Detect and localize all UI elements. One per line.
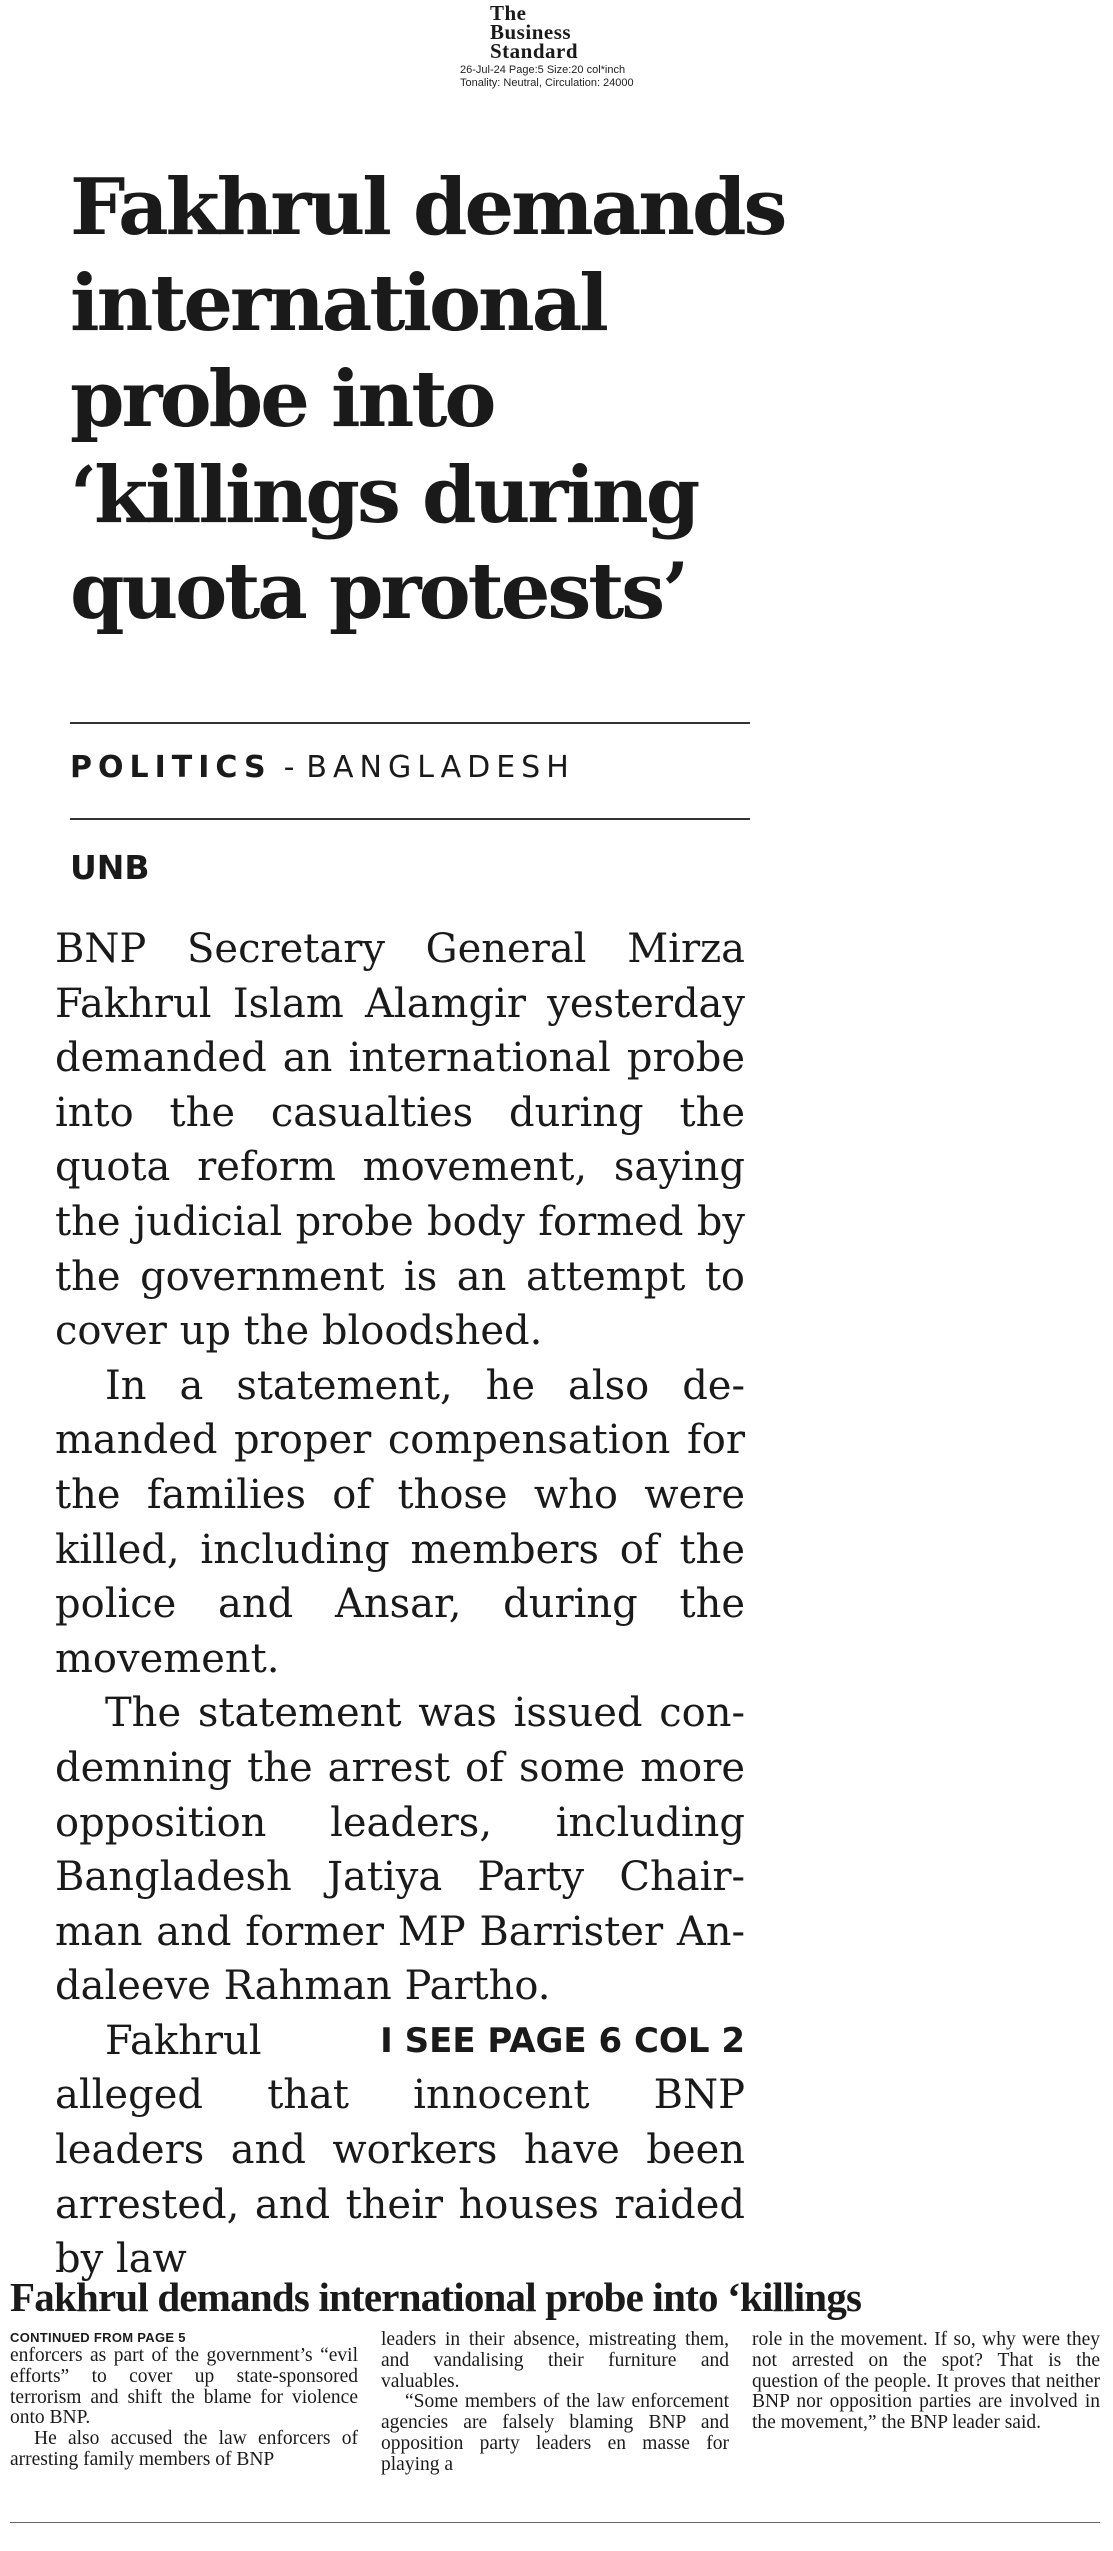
clip-info: 26-Jul-24 Page:5 Size:20 col*inch [460,64,626,76]
clip-info-tonality: Tonality: Neutral, Circulation: 24000 [460,77,634,89]
bottom-rule [10,2522,1100,2523]
jump-reference: I SEE PAGE 6 COL 2 [380,2020,745,2061]
masthead [460,1,710,90]
section-rule-bottom [70,818,750,820]
publication-logo [490,1,710,63]
continuation-paragraph: “Some members of the law enforcement agencies are falsely blaming BNP and opposition party leaders en masse for playing a [381,2391,729,2475]
body-paragraph: BNP Secretary General Mirza Fakhrul Islam Alamgir yesterday demanded an international probe into the casualties during the quota reform movement, saying the judicial probe body formed by the government is an attempt to cover up the bloodshed. [55,926,745,1355]
continuation-paragraph: leaders in their absence, mistreating them, and vandalising their furniture and valuables. [381,2329,729,2392]
headline-line: ‘killings during [70,450,698,541]
body-paragraph-text: Fakhrul alleged that innocent BNP leaders and workers have been arrested, and their houses raided by law [55,2017,745,2283]
continuation-paragraph: enforcers as part of the government’s “evil efforts” to cover up state-sponsored terrorism and shift the blame for violence onto BNP. [10,2345,358,2429]
body-paragraph: The statement was issued condemning the arrest of some more opposition leaders, including Bangladesh Jatiya Party Chairman and former MP Barrister Andaleeve Rahman Partho. [55,1690,745,2010]
brand-line-3: Standard [490,39,579,63]
continuation-column-3 [752,2330,1100,2476]
section-label [70,748,750,788]
article-body [55,922,745,2287]
body-paragraph: In a statement, he also demanded proper compensation for the families of those who were killed, including members of the police and Ansar, during the movement. [55,1362,745,1682]
continuation-paragraph: He also accused the law enforcers of arresting family members of BNP [10,2428,358,2470]
brand-line-2: Business [490,20,572,44]
brand-line-1: The [490,1,527,25]
continuation-column-1 [10,2330,358,2476]
headline-line: Fakhrul demands [70,162,785,253]
headline-line: probe into [70,354,494,445]
continuation-paragraph: role in the movement. If so, why were they not arrested on the spot? That is the question of the people. It proves that neither BNP nor opposition parties are involved in the movement,” the BNP leader said. [752,2329,1100,2434]
section-secondary: BANGLADESH [306,750,575,785]
continuation-column-2 [381,2330,729,2476]
section-rule-top [70,722,750,724]
continuation-headline: Fakhrul demands international probe into ‘killings [10,2274,862,2320]
section-separator: - [283,750,295,785]
article-headline [70,160,790,640]
continuation-columns [10,2330,1100,2476]
continued-label: CONTINUED FROM PAGE 5 [10,2330,186,2345]
section-primary: POLITICS [70,750,272,785]
byline: UNB [70,848,150,887]
headline-line: quota protests’ [70,546,687,637]
body-paragraph [55,2014,745,2287]
headline-line: international [70,258,606,349]
